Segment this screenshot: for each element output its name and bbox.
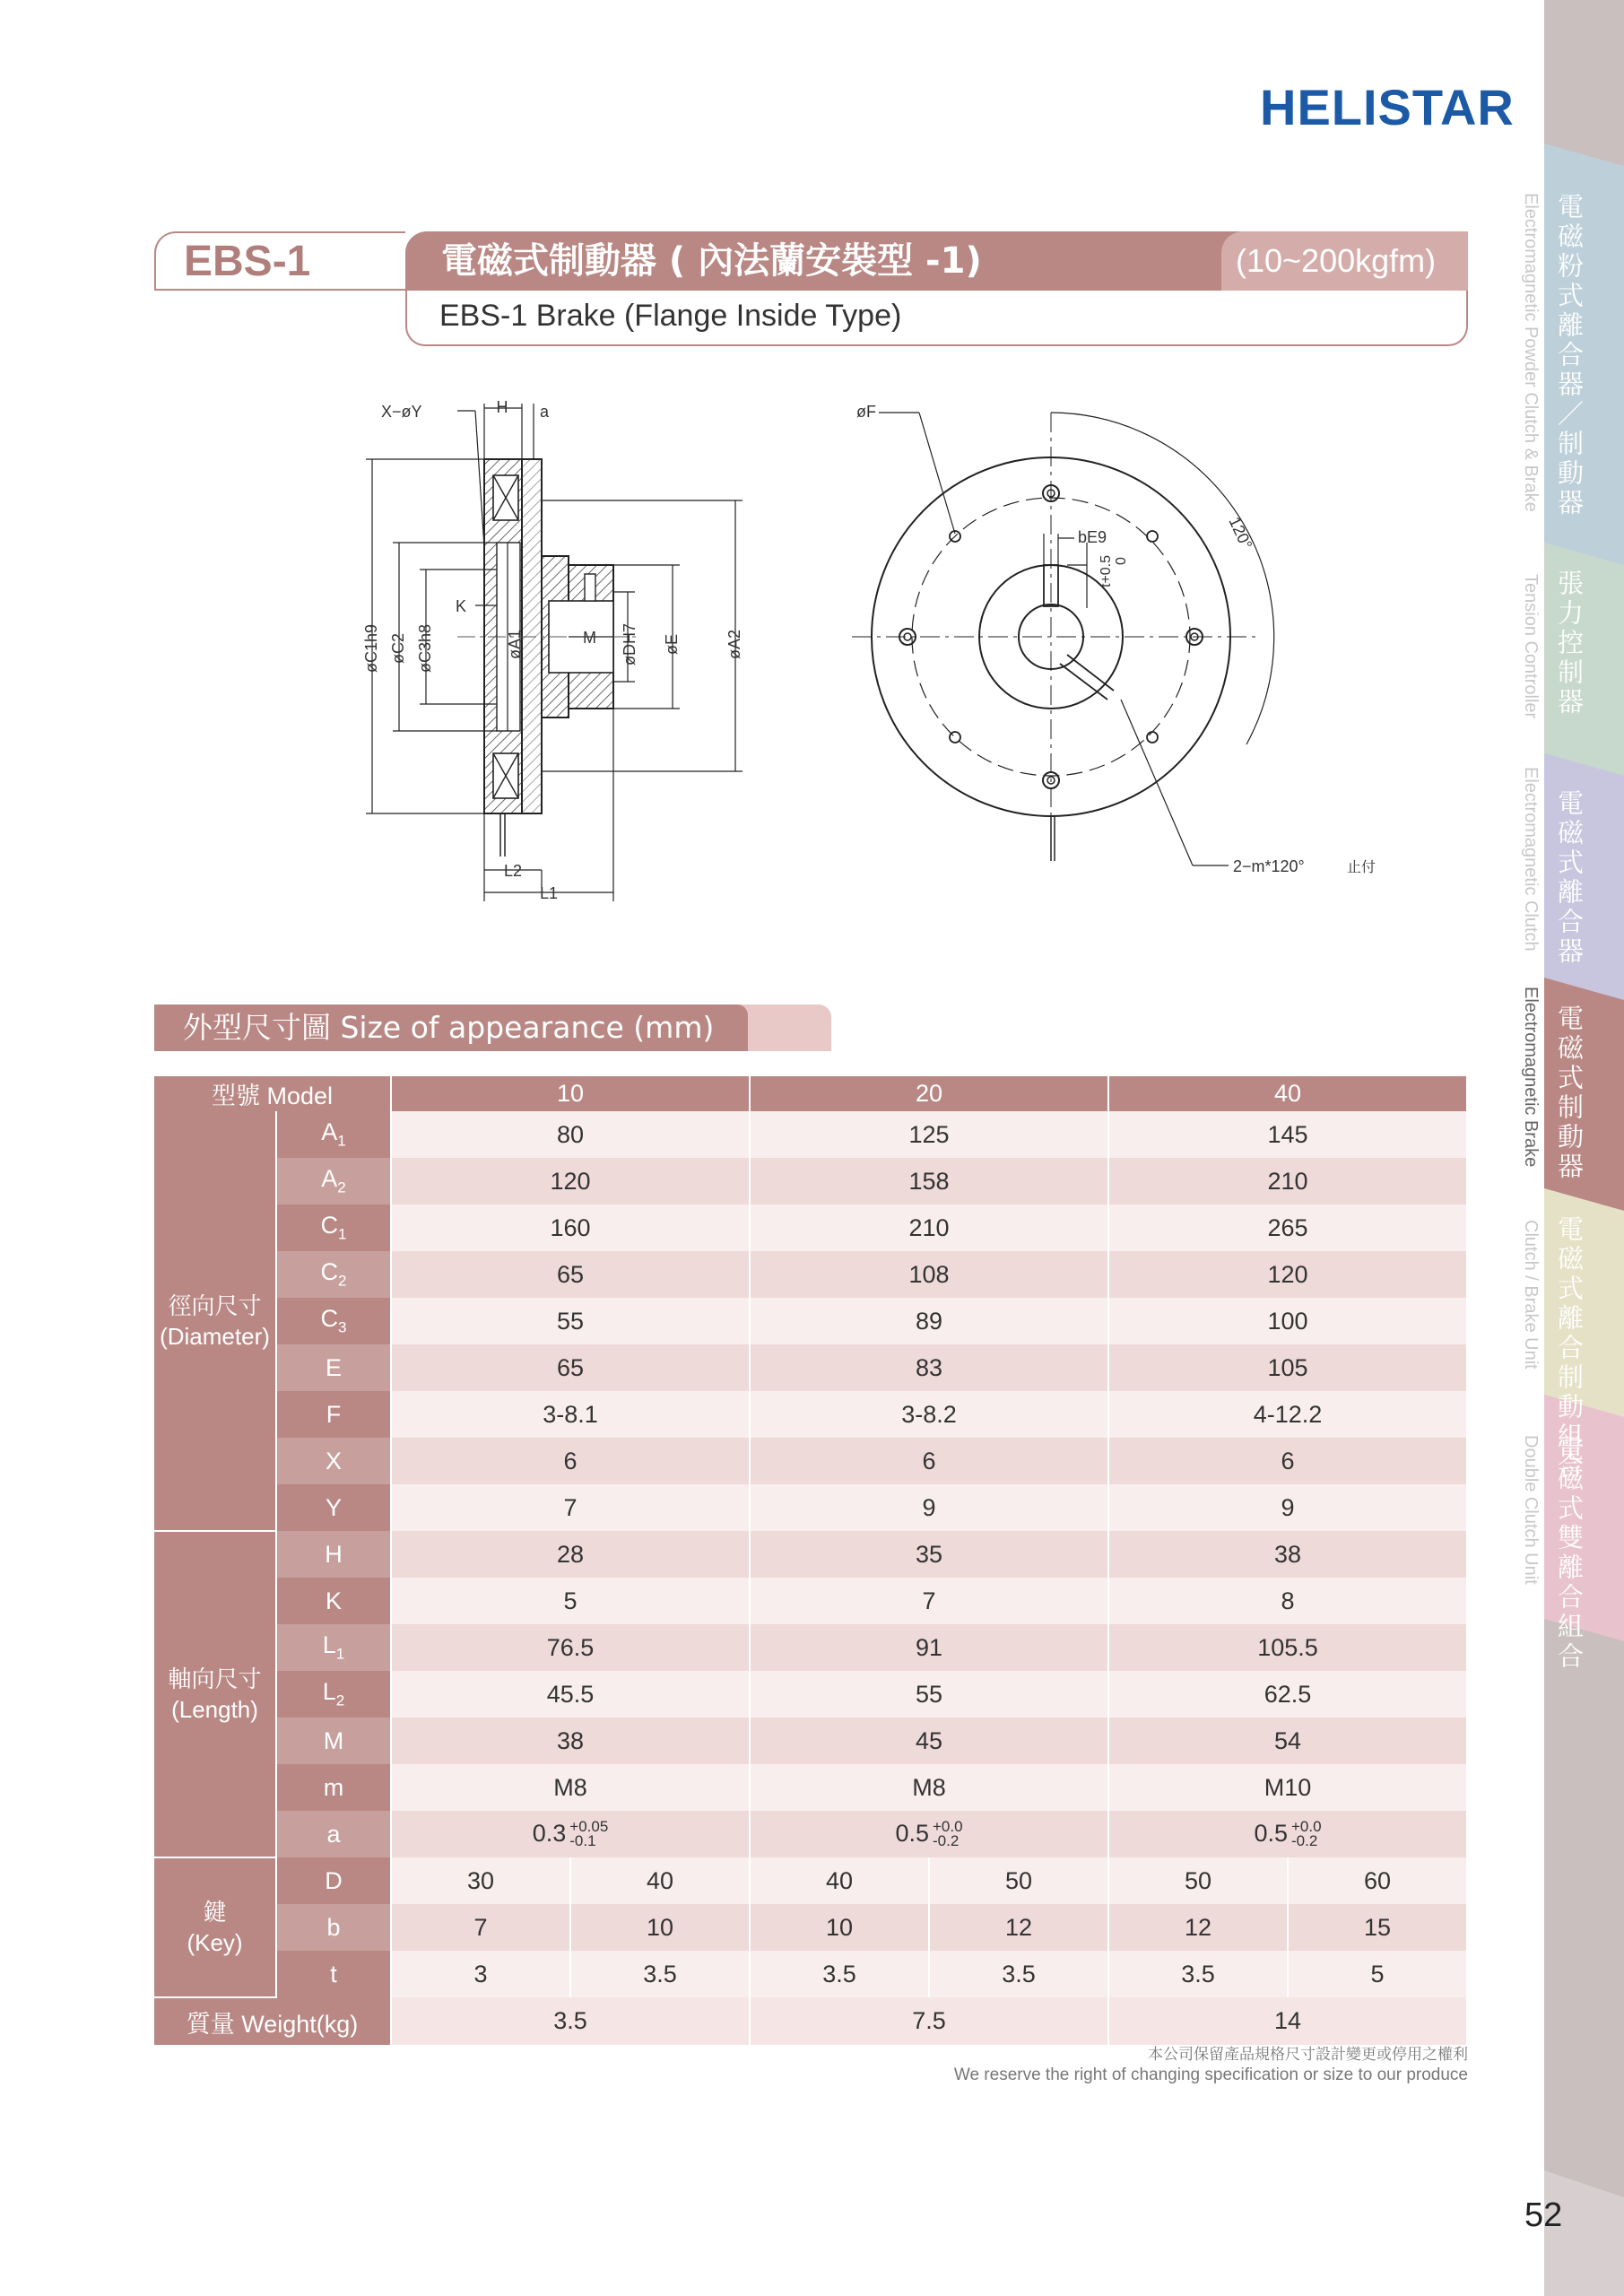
a-tol-up: +0.0 <box>932 1818 963 1836</box>
symbol-letter: m <box>323 1773 344 1801</box>
cell-model-10: 38 <box>391 1718 750 1764</box>
group-length-cn: 軸向尺寸 <box>168 1665 262 1692</box>
weight-model-10: 3.5 <box>391 1997 750 2045</box>
side-section-drawing <box>350 386 771 906</box>
front-view-drawing <box>852 386 1426 906</box>
a-tol-down: -0.2 <box>1290 1832 1318 1850</box>
table-row <box>154 1578 1467 1624</box>
symbol-letter: Y <box>325 1493 342 1521</box>
footer-note-cn: 本公司保留產品規格尺寸設計變更或停用之權利 <box>1148 2046 1468 2064</box>
key-cell: 3 <box>391 1951 570 1997</box>
table-row-a <box>154 1811 1467 1857</box>
group-key-en: (Key) <box>187 1929 243 1956</box>
dim-label-dh7: øDH7 <box>621 622 638 665</box>
cell-model-20: 125 <box>750 1111 1108 1158</box>
page-number: 52 <box>1524 2196 1563 2234</box>
side-tab-5-cn[interactable]: 電磁式離合制動組合 <box>1554 1215 1585 1482</box>
footer-note-en: We reserve the right of changing specification or size to our produce <box>953 2066 1468 2084</box>
page-subtitle: EBS-1 Brake (Flange Inside Type) <box>439 299 902 333</box>
table-row-key <box>154 1951 1467 1997</box>
dim-label-c2: øC2 <box>389 632 407 664</box>
cell-model-10: 45.5 <box>391 1671 750 1718</box>
row-symbol <box>276 1624 391 1671</box>
cell-model-20: 45 <box>750 1718 1108 1764</box>
key-cell: 3.5 <box>929 1951 1108 1997</box>
symbol-subscript: 1 <box>337 1132 346 1150</box>
a-tolerance <box>1291 1820 1322 1848</box>
row-symbol <box>276 1578 391 1624</box>
table-row <box>154 1391 1467 1438</box>
helistar-logo: HELISTAR <box>1260 79 1515 135</box>
cell-a-model-20 <box>750 1811 1108 1857</box>
cell-model-10: 6 <box>391 1438 750 1484</box>
cell-model-40: 145 <box>1108 1111 1467 1158</box>
symbol-letter: K <box>325 1587 342 1614</box>
a-tolerance <box>933 1820 963 1848</box>
table-header-row <box>154 1076 1467 1111</box>
dim-label-a1: øA1 <box>506 629 524 659</box>
dim-label-a: a <box>540 403 550 421</box>
cell-model-20: 3-8.2 <box>750 1391 1108 1438</box>
dim-label-h: H <box>496 398 508 416</box>
side-tab-6-en: Double Clutch Unit <box>1521 1435 1541 1585</box>
row-symbol: D <box>276 1857 391 1904</box>
symbol-letter: C <box>320 1305 339 1333</box>
key-cell: 30 <box>391 1857 570 1904</box>
key-cell: 12 <box>929 1904 1108 1951</box>
group-length-en: (Length) <box>171 1696 258 1723</box>
torque-range: (10~200kgfm) <box>1236 242 1437 279</box>
key-cell: 10 <box>570 1904 750 1951</box>
symbol-letter: L <box>322 1631 336 1659</box>
a-base: 0.5 <box>1254 1819 1288 1847</box>
dim-label-tap: 2−m*120° <box>1233 857 1305 875</box>
group-diameter-cn: 徑向尺寸 <box>168 1292 262 1319</box>
cell-model-10: 28 <box>391 1531 750 1578</box>
group-diameter-en: (Diameter) <box>160 1322 270 1350</box>
side-tab-3-cn[interactable]: 電磁式離合器 <box>1554 789 1585 967</box>
group-diameter <box>154 1111 276 1531</box>
side-tab-1-cn[interactable]: 電磁粉式離合器／制動器 <box>1554 193 1585 518</box>
dim-label-angle: 120° <box>1225 514 1256 552</box>
cell-model-20: 7 <box>750 1578 1108 1624</box>
group-key <box>154 1857 276 1997</box>
cell-model-40: 8 <box>1108 1578 1467 1624</box>
side-tab-5-en: Clutch / Brake Unit <box>1521 1220 1541 1370</box>
dim-label-l1: L1 <box>539 884 559 902</box>
model-20-header: 20 <box>750 1076 1108 1111</box>
cell-model-10: 7 <box>391 1484 750 1531</box>
cell-model-10: 160 <box>391 1205 750 1251</box>
cell-model-10: 65 <box>391 1344 750 1391</box>
dim-label-tap-note: 止付 <box>1347 860 1376 875</box>
table-row <box>154 1344 1467 1391</box>
key-cell: 5 <box>1288 1951 1467 1997</box>
dim-label-f: øF <box>856 403 876 421</box>
key-cell: 50 <box>929 1857 1108 1904</box>
key-cell: 12 <box>1108 1904 1288 1951</box>
dim-label-t0: 0 <box>1114 557 1129 565</box>
key-cell: 3.5 <box>1108 1951 1288 1997</box>
cell-model-40: 105 <box>1108 1344 1467 1391</box>
key-cell: 50 <box>1108 1857 1288 1904</box>
cell-model-40: 6 <box>1108 1438 1467 1484</box>
dim-label-k: K <box>456 597 467 615</box>
symbol-letter: A <box>321 1165 338 1193</box>
symbol-subscript: 1 <box>338 1225 347 1243</box>
table-row-key <box>154 1904 1467 1951</box>
key-cell: 3.5 <box>750 1951 929 1997</box>
table-row <box>154 1671 1467 1718</box>
row-symbol <box>276 1344 391 1391</box>
side-tab-2-cn[interactable]: 張力控制器 <box>1554 570 1585 718</box>
dim-label-t: t+0.5 <box>1099 554 1114 587</box>
symbol-letter: E <box>325 1353 342 1381</box>
key-cell: 15 <box>1288 1904 1467 1951</box>
model-10-header: 10 <box>391 1076 750 1111</box>
a-tol-up: +0.05 <box>569 1818 609 1836</box>
page-title: 電磁式制動器 ( 內法蘭安裝型 -1) <box>441 240 982 282</box>
weight-model-20: 7.5 <box>750 1997 1108 2045</box>
group-length <box>154 1531 276 1857</box>
symbol-letter: L <box>322 1678 336 1706</box>
row-symbol <box>276 1531 391 1578</box>
table-row <box>154 1298 1467 1344</box>
model-40-header: 40 <box>1108 1076 1467 1111</box>
cell-model-40: 54 <box>1108 1718 1467 1764</box>
dim-label-c1: øC1h9 <box>362 623 380 673</box>
cell-model-10: M8 <box>391 1764 750 1811</box>
dimension-table <box>154 1076 1468 2045</box>
symbol-subscript: 2 <box>335 1692 345 1709</box>
symbol-subscript: 2 <box>337 1178 346 1196</box>
side-tab-6-cn[interactable]: 電磁式雙離合組合 <box>1554 1435 1585 1672</box>
symbol-letter: H <box>325 1540 343 1568</box>
cell-model-20: 83 <box>750 1344 1108 1391</box>
table-row <box>154 1438 1467 1484</box>
cell-model-40: 4-12.2 <box>1108 1391 1467 1438</box>
cell-a-model-10 <box>391 1811 750 1857</box>
a-tol-down: -0.2 <box>932 1832 960 1850</box>
row-symbol: t <box>276 1951 391 1997</box>
symbol-subscript: 1 <box>335 1645 345 1663</box>
side-tab-4-en: Electromagnetic Brake <box>1521 987 1541 1168</box>
side-tab-1-en: Electromagnetic Powder Clutch & Brake <box>1521 193 1541 512</box>
table-row <box>154 1718 1467 1764</box>
symbol-letter: C <box>320 1212 339 1239</box>
cell-model-20: 6 <box>750 1438 1108 1484</box>
row-symbol <box>276 1205 391 1251</box>
group-key-cn: 鍵 <box>203 1899 227 1926</box>
row-symbol <box>276 1764 391 1811</box>
cell-model-20: 35 <box>750 1531 1108 1578</box>
size-heading: 外型尺寸圖 Size of appearance (mm) <box>183 1010 715 1045</box>
cell-model-40: 105.5 <box>1108 1624 1467 1671</box>
cell-model-20: 9 <box>750 1484 1108 1531</box>
row-symbol: a <box>276 1811 391 1857</box>
a-tol-up: +0.0 <box>1290 1818 1322 1836</box>
side-tab-4-cn[interactable]: 電磁式制動器 <box>1554 1004 1585 1182</box>
row-symbol <box>276 1438 391 1484</box>
cell-model-10: 55 <box>391 1298 750 1344</box>
dim-label-e: øE <box>663 633 681 655</box>
cell-model-20: 89 <box>750 1298 1108 1344</box>
a-base: 0.3 <box>532 1819 567 1847</box>
key-cell: 60 <box>1288 1857 1467 1904</box>
dim-label-l2: L2 <box>503 862 523 880</box>
cell-model-40: 265 <box>1108 1205 1467 1251</box>
key-cell: 7 <box>391 1904 570 1951</box>
cell-model-20: M8 <box>750 1764 1108 1811</box>
table-row <box>154 1764 1467 1811</box>
cell-model-10: 65 <box>391 1251 750 1298</box>
table-row <box>154 1111 1467 1158</box>
dim-label-c3: øC3h8 <box>416 623 434 673</box>
key-cell: 40 <box>750 1857 929 1904</box>
cell-model-40: 100 <box>1108 1298 1467 1344</box>
side-tab-2-en: Tension Controller <box>1521 574 1541 719</box>
table-row <box>154 1205 1467 1251</box>
a-base: 0.5 <box>895 1819 929 1847</box>
cell-model-40: M10 <box>1108 1764 1467 1811</box>
cell-model-10: 5 <box>391 1578 750 1624</box>
key-cell: 40 <box>570 1857 750 1904</box>
cell-model-20: 158 <box>750 1158 1108 1205</box>
row-symbol <box>276 1298 391 1344</box>
model-header: 型號 Model <box>154 1076 391 1111</box>
table-row <box>154 1531 1467 1578</box>
cell-model-20: 108 <box>750 1251 1108 1298</box>
cell-model-40: 62.5 <box>1108 1671 1467 1718</box>
cell-model-40: 210 <box>1108 1158 1467 1205</box>
table-row-key <box>154 1857 1467 1904</box>
cell-model-10: 120 <box>391 1158 750 1205</box>
row-symbol <box>276 1718 391 1764</box>
symbol-subscript: 3 <box>338 1318 347 1336</box>
cell-model-40: 38 <box>1108 1531 1467 1578</box>
symbol-letter: C <box>320 1258 339 1286</box>
table-row <box>154 1624 1467 1671</box>
cell-model-20: 210 <box>750 1205 1108 1251</box>
symbol-letter: A <box>321 1118 338 1146</box>
cell-model-20: 91 <box>750 1624 1108 1671</box>
cell-model-10: 3-8.1 <box>391 1391 750 1438</box>
dim-label-a2: øA2 <box>725 629 743 659</box>
cell-model-20: 55 <box>750 1671 1108 1718</box>
table-row <box>154 1484 1467 1531</box>
symbol-letter: M <box>323 1726 344 1754</box>
symbol-letter: F <box>326 1400 342 1428</box>
model-code: EBS-1 <box>184 238 311 285</box>
dim-label-be9: bE9 <box>1078 528 1107 546</box>
key-cell: 3.5 <box>570 1951 750 1997</box>
cell-model-10: 76.5 <box>391 1624 750 1671</box>
row-symbol <box>276 1251 391 1298</box>
a-tolerance <box>569 1820 608 1848</box>
cell-model-40: 120 <box>1108 1251 1467 1298</box>
side-tab-3-en: Electromagnetic Clutch <box>1521 767 1541 952</box>
key-cell: 10 <box>750 1904 929 1951</box>
dim-label-m: M <box>583 629 596 647</box>
weight-model-40: 14 <box>1108 1997 1467 2045</box>
row-symbol <box>276 1158 391 1205</box>
row-symbol: b <box>276 1904 391 1951</box>
row-symbol <box>276 1671 391 1718</box>
table-row-weight <box>154 1997 1467 2045</box>
table-row <box>154 1251 1467 1298</box>
weight-label: 質量 Weight(kg) <box>154 1997 391 2045</box>
row-symbol <box>276 1484 391 1531</box>
cell-a-model-40 <box>1108 1811 1467 1857</box>
row-symbol <box>276 1391 391 1438</box>
dim-label-xy: X−øY <box>381 403 422 421</box>
table-row <box>154 1158 1467 1205</box>
cell-model-40: 9 <box>1108 1484 1467 1531</box>
symbol-letter: X <box>325 1447 342 1474</box>
row-symbol <box>276 1111 391 1158</box>
a-tol-down: -0.1 <box>569 1832 596 1850</box>
cell-model-10: 80 <box>391 1111 750 1158</box>
symbol-subscript: 2 <box>338 1272 347 1290</box>
